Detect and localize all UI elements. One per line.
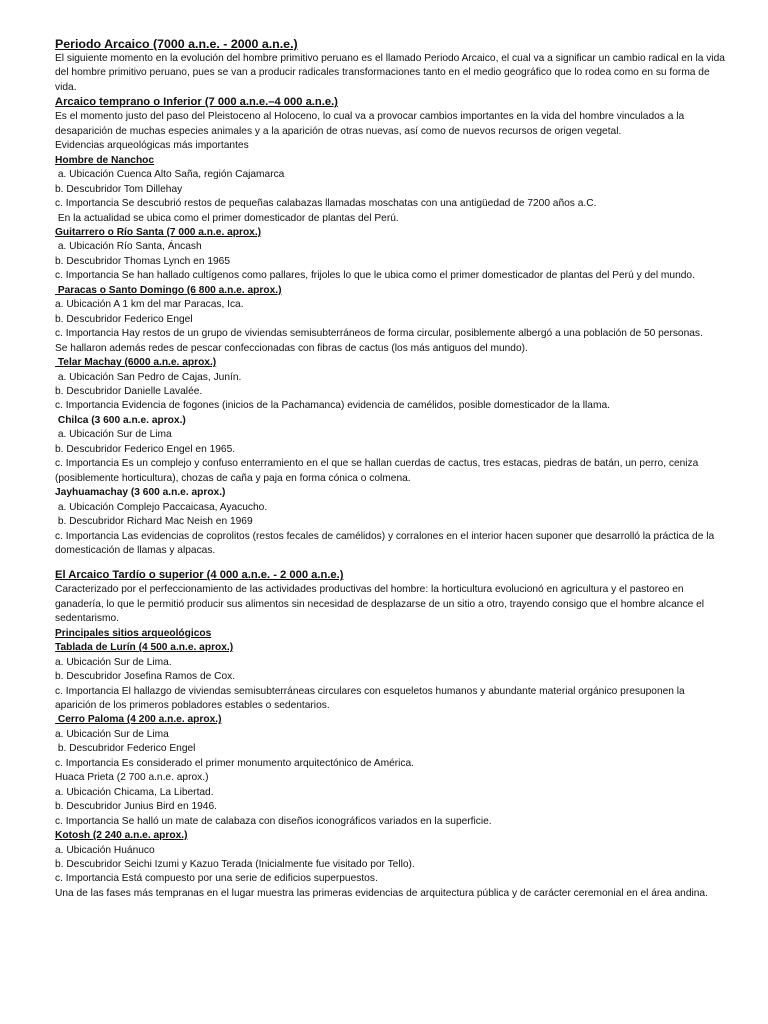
site-line: a. Ubicación Complejo Paccaicasa, Ayacucho. — [55, 501, 268, 513]
site-line: Una de las fases más tempranas en el lugar muestra las primeras evidencias de arquitectura pública y de carácter ceremonial en el área andina. — [55, 887, 708, 899]
site-block-paracas — [55, 284, 725, 356]
site-line: a. Ubicación Chicama, La Libertad. — [55, 786, 214, 798]
site-line: b. Descubridor Junius Bird en 1946. — [55, 801, 217, 813]
site-line: a. Ubicación San Pedro de Cajas, Junín. — [55, 371, 242, 383]
site-line: c. Importancia Evidencia de fogones (inicios de la Pachamanca) evidencia de camélidos, posible domesticador de la llama. — [55, 400, 610, 412]
site-block-guitarrero — [55, 226, 725, 284]
site-heading: Paracas o Santo Domingo (6 800 a.n.e. aprox.) — [55, 284, 282, 296]
site-line: b. Descubridor Federico Engel — [55, 743, 196, 755]
site-line: c. Importancia Las evidencias de coprolitos (restos fecales de camélidos) y corralones en el interior hacen suponer que desarrolló la práctica de la domesticación de llamas y alpacas. — [55, 530, 715, 556]
section-intro: Caracterizado por el perfeccionamiento de las actividades productivas del hombre: la horticultura evolucionó en agricultura y el pastoreo en ganadería, lo que le permitió producir sus alimentos sin necesidad de desplazarse de un sitio a otro, trayendo consigo que el hombre alcance el sedentarismo. — [55, 584, 704, 625]
site-line: c. Importancia Se han hallado cultígenos como pallares, frijoles lo que le ubica como el primer domesticador de plantas del Perú y del mundo. — [55, 270, 695, 282]
sites-label: Principales sitios arqueológicos — [55, 627, 212, 639]
site-line: c. Importancia Se descubrió restos de pequeñas calabazas llamadas moschatas con una antigüedad de 7200 años a.C. — [55, 198, 597, 210]
site-line: a. Ubicación Cuenca Alto Saña, región Cajamarca — [55, 169, 285, 181]
subsection-intro: Es el momento justo del paso del Pleistoceno al Holoceno, lo cual va a provocar cambios importantes en la vida del hombre vinculados a la desaparición de muchas especies animales y a la aparición de otras nuevas, así como de nuevos recursos de origen vegetal. — [55, 111, 685, 137]
site-line: c. Importancia Se halló un mate de calabaza con diseños iconográficos variados en la superficie. — [55, 815, 492, 827]
site-block-chilca — [55, 414, 725, 486]
site-block-jayhuamachay — [55, 486, 725, 558]
site-line: b. Descubridor Tom Dillehay — [55, 183, 183, 195]
site-heading: Hombre de Nanchoc — [55, 154, 155, 166]
site-line: a. Ubicación Sur de Lima — [55, 728, 169, 740]
site-line: a. Ubicación Sur de Lima. — [55, 656, 172, 668]
site-line: b. Descubridor Richard Mac Neish en 1969 — [55, 516, 253, 528]
site-line: Huaca Prieta (2 700 a.n.e. aprox.) — [55, 772, 209, 784]
site-line: c. Importancia El hallazgo de viviendas semisubterráneas circulares con esqueletos humanos y abundante material orgánico presuponen la aparición de los primeros pobladores estables o sedentarios. — [55, 685, 685, 712]
site-line: a. Ubicación Huánuco — [55, 844, 155, 856]
site-line: c. Importancia Hay restos de un grupo de viviendas semisubterráneos de forma circular, posiblemente albergó a una población de 50 personas. — [55, 328, 703, 340]
site-heading: Tablada de Lurín (4 500 a.n.e. aprox.) — [55, 642, 234, 654]
site-block-tablada-lurin — [55, 641, 725, 713]
site-line: a. Ubicación Río Santa, Áncash — [55, 241, 202, 253]
site-line: b. Descubridor Josefina Ramos de Cox. — [55, 671, 236, 683]
document — [55, 36, 725, 901]
section-title-arcaico-tardio: El Arcaico Tardío o superior (4 000 a.n.e. - 2 000 a.n.e.) — [55, 569, 344, 582]
site-heading: Kotosh (2 240 a.n.e. aprox.) — [55, 830, 188, 842]
site-line: b. Descubridor Federico Engel — [55, 313, 193, 325]
site-block-telar-machay — [55, 356, 725, 414]
site-line: a. Ubicación Sur de Lima — [55, 429, 172, 441]
section-title-arcaico: Periodo Arcaico (7000 a.n.e. - 2000 a.n.e.) — [55, 37, 298, 51]
site-line: b. Descubridor Thomas Lynch en 1965 — [55, 255, 230, 267]
site-heading: Guitarrero o Río Santa (7 000 a.n.e. aprox.) — [55, 226, 262, 238]
site-line: b. Descubridor Federico Engel en 1965. — [55, 443, 236, 455]
subsection-title-temprano: Arcaico temprano o Inferior (7 000 a.n.e.–4 000 a.n.e.) — [55, 96, 338, 109]
section-spacer — [55, 558, 725, 568]
site-line: c. Importancia Está compuesto por una serie de edificios superpuestos. — [55, 873, 378, 885]
site-heading: Jayhuamachay (3 600 a.n.e. aprox.) — [55, 487, 226, 499]
site-line: En la actualidad se ubica como el primer domesticador de plantas del Perú. — [55, 212, 399, 224]
site-line: b. Descubridor Danielle Lavalée. — [55, 385, 203, 397]
site-line: c. Importancia Es un complejo y confuso enterramiento en el que se hallan cuerdas de cactus, tres estacas, piedras de batán, un perro, ceniza (posiblemente horticultura), chozas de caña y paja en forma cónica o colmena. — [55, 458, 699, 484]
site-heading: Cerro Paloma (4 200 a.n.e. aprox.) — [55, 714, 222, 726]
site-block-cerro-paloma — [55, 713, 725, 829]
site-line: Se hallaron además redes de pescar confeccionadas con fibras de cactus (los más antiguos del mundo). — [55, 342, 528, 354]
evidence-label: Evidencias arqueológicas más importantes — [55, 140, 249, 152]
site-line: c. Importancia Es considerado el primer monumento arquitectónico de América. — [55, 757, 414, 769]
site-block-nanchoc — [55, 154, 725, 226]
site-heading: Telar Machay (6000 a.n.e. aprox.) — [55, 357, 217, 369]
site-block-kotosh — [55, 829, 725, 901]
site-line: b. Descubridor Seichi Izumi y Kazuo Terada (Inicialmente fue visitado por Tello). — [55, 859, 415, 871]
section-intro: El siguiente momento en la evolución del hombre primitivo peruano es el llamado Periodo Arcaico, el cual va a significar un cambio radical en la vida del hombre primitivo peruano, pues se van a producir radicales transformaciones tanto en el medio geográfico que lo rodea como en su forma de vida. — [55, 53, 725, 93]
site-line: a. Ubicación A 1 km del mar Paracas, Ica. — [55, 299, 244, 311]
site-heading: Chilca (3 600 a.n.e. aprox.) — [55, 414, 186, 426]
